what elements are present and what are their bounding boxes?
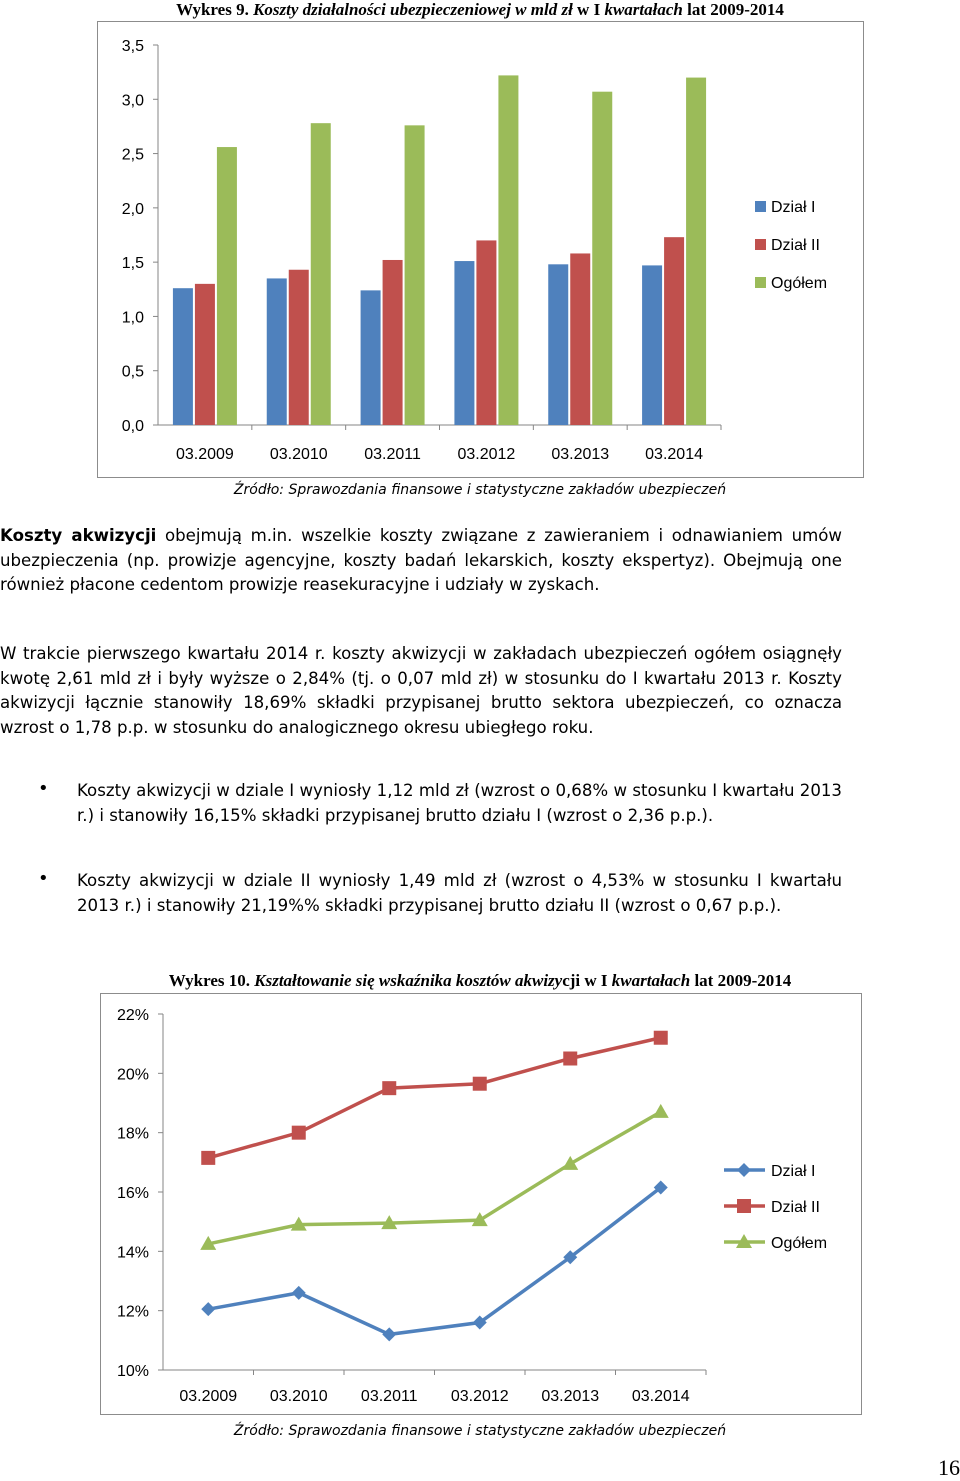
chart1-caption-italic: Koszty działalności ubezpieczeniowej w mld zł	[253, 0, 573, 19]
bar-dział-ii	[476, 240, 496, 425]
x-tick-label: 03.2013	[541, 1388, 600, 1405]
y-tick-label: 22%	[116, 1007, 149, 1024]
chart1-caption-mid: w I	[577, 0, 601, 19]
bar-ogółem	[498, 75, 518, 425]
x-tick-label: 03.2011	[364, 446, 421, 463]
y-tick-label: 1,0	[121, 309, 144, 327]
x-tick-label: 03.2010	[269, 446, 328, 463]
bar-chart	[97, 21, 864, 478]
y-tick-label: 0,0	[121, 418, 144, 435]
y-tick-label: 2,5	[121, 146, 144, 164]
chart1-caption-italic2: kwartałach	[604, 0, 683, 19]
point-ogółem	[653, 1104, 669, 1118]
point-dział-ii	[382, 1081, 396, 1095]
legend-swatch	[755, 201, 766, 212]
legend-label: Ogółem	[771, 275, 828, 292]
bar-dział-ii	[383, 260, 403, 425]
y-tick-label: 2,0	[121, 200, 144, 218]
bar-dział-i	[267, 278, 287, 425]
bar-dział-i	[173, 288, 193, 425]
x-tick-label: 03.2009	[179, 1388, 238, 1405]
y-tick-label: 10%	[116, 1363, 149, 1380]
x-tick-label: 03.2009	[175, 446, 234, 463]
y-tick-label: 3,0	[121, 92, 144, 110]
y-tick-label: 16%	[116, 1185, 149, 1202]
legend-label: Ogółem	[771, 1235, 828, 1252]
chart2-caption-mid: cji w I	[562, 971, 608, 990]
y-tick-label: 20%	[116, 1066, 149, 1084]
point-dział-ii	[292, 1126, 306, 1140]
bar-dział-i	[454, 261, 474, 425]
x-tick-label: 03.2012	[457, 446, 516, 463]
bar-ogółem	[405, 125, 425, 425]
bar-dział-i	[361, 290, 381, 425]
chart2-caption-suffix: lat 2009-2014	[694, 971, 792, 990]
x-tick-label: 03.2012	[450, 1388, 509, 1405]
point-dział-i	[201, 1302, 215, 1316]
bar-dział-ii	[570, 253, 590, 425]
x-tick-label: 03.2013	[551, 446, 610, 463]
bar-dział-i	[548, 264, 568, 425]
x-tick-label: 03.2010	[269, 1388, 328, 1405]
legend-swatch	[755, 239, 766, 250]
series-line-dział-ii	[208, 1038, 661, 1158]
line-chart-svg	[101, 994, 861, 1414]
chart2-caption-prefix: Wykres 10.	[168, 971, 250, 990]
legend-label: Dział II	[771, 237, 820, 254]
bar-ogółem	[311, 123, 331, 425]
x-tick-label: 03.2014	[645, 446, 704, 463]
page-number: 16	[938, 1455, 960, 1480]
x-tick-label: 03.2011	[360, 1388, 418, 1405]
legend-swatch	[755, 277, 766, 288]
y-tick-label: 18%	[116, 1125, 149, 1143]
y-tick-label: 1,5	[121, 255, 144, 273]
chart1-caption-prefix: Wykres 9.	[176, 0, 249, 19]
y-tick-label: 3,5	[121, 38, 144, 55]
bullet-2-marker: •	[38, 868, 49, 889]
paragraph-1-text: obejmują m.in. wszelkie koszty związane z zawieraniem i odnawianiem umów ubezpieczenia (np. prowizje agencyjne, koszty badań lekarskich, koszty ekspertyz). Obejmują one również płacone cedentom prowizje reasekuracyjne i udziały w zyskach.	[0, 526, 843, 594]
series-line-ogółem	[208, 1112, 661, 1244]
point-dział-ii	[563, 1052, 577, 1066]
legend-label: Dział I	[771, 1163, 816, 1180]
y-tick-label: 14%	[116, 1244, 149, 1262]
legend-label: Dział II	[771, 1199, 820, 1216]
chart1-caption-suffix: lat 2009-2014	[687, 0, 784, 19]
legend-marker	[737, 1163, 751, 1177]
chart2-caption	[0, 971, 960, 991]
bullet-2-text: Koszty akwizycji w dziale II wyniosły 1,49 mld zł (wzrost o 4,53% w stosunku I kwartału 2013 r.) i stanowiły 21,19%% składki przypisanej brutto działu II (wzrost o 0,67 p.p.).	[77, 871, 842, 915]
paragraph-acquisition-costs	[0, 524, 842, 598]
chart1-source: Źródło: Sprawozdania finansowe i statystyczne zakładów ubezpieczeń	[233, 482, 727, 498]
bullet-1-text: Koszty akwizycji w dziale I wyniosły 1,12 mld zł (wzrost o 0,68% w stosunku I kwartału 2013 r.) i stanowiły 16,15% składki przypisanej brutto działu I (wzrost o 2,36 p.p.).	[77, 781, 842, 825]
bar-chart-svg	[98, 22, 863, 477]
x-tick-label: 03.2014	[631, 1388, 690, 1405]
point-dział-ii	[473, 1077, 487, 1091]
point-dział-i	[382, 1327, 396, 1341]
chart2-caption-italic: Kształtowanie się wskaźnika kosztów akwizy	[254, 971, 563, 990]
chart2-source: Źródło: Sprawozdania finansowe i statystyczne zakładów ubezpieczeń	[233, 1423, 727, 1439]
point-dział-ii	[654, 1031, 668, 1045]
bar-dział-ii	[289, 270, 309, 425]
y-tick-label: 12%	[116, 1303, 149, 1321]
legend-marker	[737, 1199, 751, 1213]
bar-ogółem	[686, 78, 706, 425]
point-dział-ii	[201, 1151, 215, 1165]
bar-dział-ii	[195, 284, 215, 425]
paragraph-bold-term: Koszty akwizycji	[0, 526, 157, 545]
y-tick-label: 0,5	[121, 363, 144, 381]
paragraph-q1-2014: W trakcie pierwszego kwartału 2014 r. koszty akwizycji w zakładach ubezpieczeń ogółem osiągnęły kwotę 2,61 mld zł i były wyższe o 2,84% (tj. o 0,07 mld zł) w stosunku do I kwartału 2013 r. Koszty akwizycji łącznie stanowiły 18,69% składki przypisanej brutto sektora ubezpieczeń, co oznacza wzrost o 1,78 p.p. w stosunku do analogicznego okresu ubiegłego roku.	[0, 644, 842, 737]
bar-dział-i	[642, 265, 662, 425]
bar-ogółem	[217, 147, 237, 425]
legend-label: Dział I	[771, 199, 816, 216]
bar-dział-ii	[664, 237, 684, 425]
chart1-caption	[0, 0, 960, 20]
bar-ogółem	[592, 92, 612, 425]
point-dział-i	[292, 1286, 306, 1300]
series-line-dział-i	[208, 1188, 661, 1335]
line-chart	[100, 993, 862, 1415]
point-ogółem	[562, 1156, 578, 1170]
bullet-1-marker: •	[38, 778, 49, 799]
chart2-caption-italic2: kwartałach	[611, 971, 691, 990]
